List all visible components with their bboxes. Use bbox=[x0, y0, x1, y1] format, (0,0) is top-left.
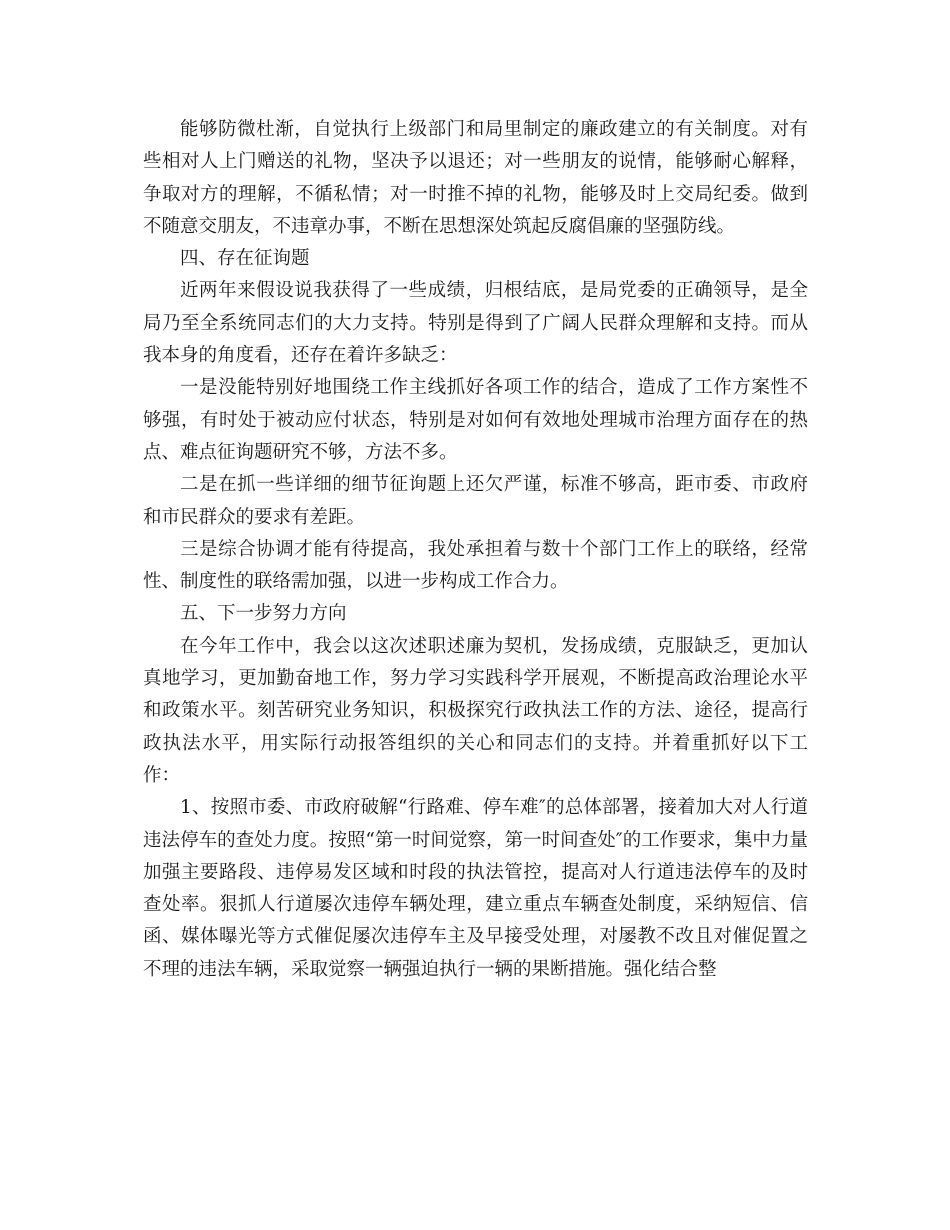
paragraph-plan: 在今年工作中，我会以这次述职述廉为契机，发扬成绩，克服缺乏，更加认真地学习，更加勤奋地工作，努力学习实践科学开展观，不断提高政治理论水平和政策水平。刻苦研究业务知识，积极探究行政执法工作的方法、途径，提高行政执法水平，用实际行动报答组织的关心和同志们的支持。并着重抓好以下工作： bbox=[143, 635, 808, 786]
paragraph-shortcoming-3: 三是综合协调才能有待提高，我处承担着与数十个部门工作上的联络，经常性、制度性的联络需加强，以进一步构成工作合力。 bbox=[143, 538, 808, 593]
paragraph-integrity: 能够防微杜渐，自觉执行上级部门和局里制定的廉政建立的有关制度。对有些相对人上门赠送的礼物，坚决予以退还；对一些朋友的说情，能够耐心解释，争取对方的理解，不循私情；对一时推不掉的礼物，能够及时上交局纪委。做到不随意交朋友，不违章办事，不断在思想深处筑起反腐倡廉的坚强防线。 bbox=[143, 119, 808, 237]
document-page bbox=[143, 114, 808, 986]
paragraph-achievements: 近两年来假设说我获得了一些成绩，归根结底，是局党委的正确领导，是全局乃至全系统同志们的大力支持。特别是得到了广阔人民群众理解和支持。而从我本身的角度看，还存在着许多缺乏： bbox=[143, 280, 808, 367]
paragraph-shortcoming-2: 二是在抓一些详细的细节征询题上还欠严谨，标准不够高，距市委、市政府和市民群众的要求有差距。 bbox=[143, 474, 808, 528]
section-heading-problems: 四、存在征询题 bbox=[180, 248, 310, 270]
paragraph-shortcoming-1: 一是没能特别好地围绕工作主线抓好各项工作的结合，造成了工作方案性不够强，有时处于被动应付状态，特别是对如何有效地处理城市治理方面存在的热点、难点征询题研究不够，方法不多。 bbox=[143, 377, 808, 463]
paragraph-task-1: 1、按照市委、市政府破解“行路难、停车难″的总体部署，接着加大对人行道违法停车的查处力度。按照“第一时间觉察，第一时间查处″的工作要求，集中力量加强主要路段、违停易发区域和时段的执法管控，提高对人行道违法停车的及时查处率。狠抓人行道屡次违停车辆处理，建立重点车辆查处制度，采纳短信、信函、媒体曝光等方式催促屡次违停车主及早接受处理，对屡教不改且对催促置之不理的违法车辆，采取觉察一辆强迫执行一辆的果断措施。强化结合整 bbox=[143, 797, 808, 980]
section-heading-next-steps: 五、下一步努力方向 bbox=[180, 603, 347, 625]
